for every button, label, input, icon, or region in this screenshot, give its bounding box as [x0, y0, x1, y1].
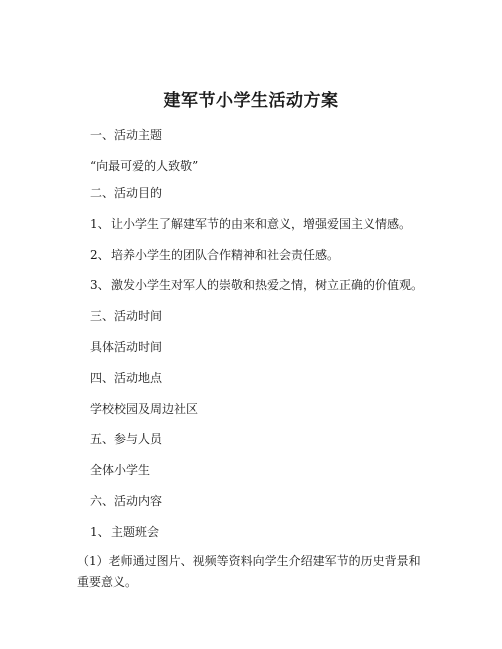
- participants-text: [90, 462, 150, 478]
- list-number: 3、: [90, 278, 110, 292]
- time-text: [90, 339, 162, 355]
- line-text: 学校校园及周边社区: [90, 402, 199, 416]
- location-text: [90, 401, 198, 417]
- list-number: 2、: [90, 248, 110, 262]
- list-item: [90, 277, 423, 293]
- line-text: “向最可爱的人致敬”: [90, 159, 199, 173]
- line-text: 四、活动地点: [90, 371, 163, 385]
- section-heading-time: [90, 308, 162, 324]
- body-paragraph: （1）老师通过图片、视频等资料向学生介绍建军节的历史背景和重要意义。: [77, 554, 421, 589]
- section-heading-theme: [90, 127, 162, 143]
- list-item: [90, 247, 339, 263]
- line-text: 六、活动内容: [90, 494, 163, 508]
- section-heading-participants: [90, 431, 162, 447]
- line-text: 一、活动主题: [90, 128, 163, 142]
- line-text: 主题班会: [111, 525, 160, 539]
- line-text: 全体小学生: [90, 463, 151, 477]
- line-text: 具体活动时间: [90, 340, 163, 354]
- section-heading-content: [90, 493, 162, 509]
- line-text: 二、活动目的: [90, 186, 163, 200]
- list-item: [90, 216, 411, 232]
- line-text: 五、参与人员: [90, 432, 163, 446]
- document-title: 建军节小学生活动方案: [163, 91, 339, 111]
- line-text: 三、活动时间: [90, 309, 163, 323]
- theme-text: [90, 158, 198, 174]
- line-text: 让小学生了解建军节的由来和意义，增强爱国主义情感。: [111, 217, 412, 231]
- list-number: 1、: [90, 217, 110, 231]
- line-text: 培养小学生的团队合作精神和社会责任感。: [111, 248, 340, 262]
- list-item: [90, 524, 159, 540]
- line-text: 激发小学生对军人的崇敬和热爱之情，树立正确的价值观。: [111, 278, 424, 292]
- section-heading-location: [90, 370, 162, 386]
- list-number: 1、: [90, 525, 110, 539]
- section-heading-purpose: [90, 185, 162, 201]
